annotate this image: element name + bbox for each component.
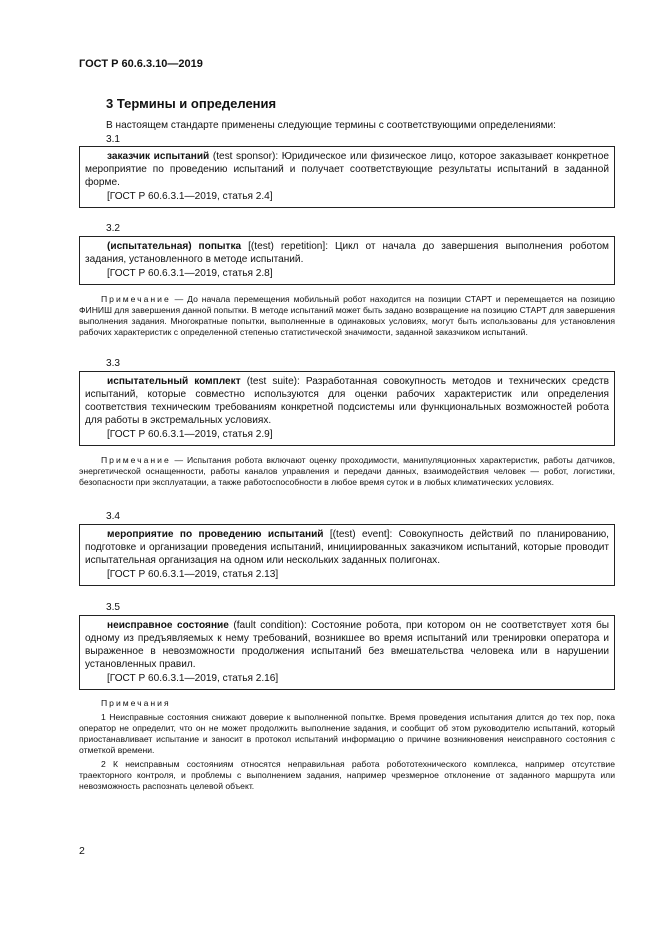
definition-text: (test sponsor): Юридическое или физическое лицо, которое заказывает конкретное мероприятие по проведению испытаний и получает соответствующие результаты испытаний в заданной форме. — [85, 151, 609, 188]
term-name: неисправное состояние — [107, 620, 229, 631]
intro-text: В настоящем стандарте применены следующие термины с соответствующими определениями: — [106, 120, 556, 131]
term-name: заказчик испытаний — [107, 151, 210, 162]
term-name: испытательный комплект — [107, 376, 241, 387]
definition-text: [(test) event]: Совокупность действий по планированию, подготовке и организации проведения испытаний, инициированных заказчиком испытаний, которые проводит испытательная организация на одном или нескольких заданных полигонах. — [85, 529, 609, 566]
term-box — [79, 615, 615, 690]
term-definition — [85, 150, 609, 189]
term-number: 3.5 — [106, 602, 121, 613]
term-number: 3.1 — [106, 134, 121, 145]
note-text: — До начала перемещения мобильный робот находится на позиции СТАРТ и перемещается на позицию ФИНИШ для завершения данной попытки. В методе испытаний может быть задано возвращение на позицию СТАРТ для завершения выполнения задания. Многократные попытки, выполненные в одинаковых условиях, могут быть использованы для установления рабочих характеристик с определенной степенью статистической значимости, заданной заказчиком испытаний. — [79, 294, 615, 337]
term-box — [79, 524, 615, 586]
term-reference: [ГОСТ Р 60.6.3.1—2019, статья 2.16] — [107, 673, 279, 684]
term-name: (испытательная) попытка — [107, 241, 242, 252]
note-label: Примечание — [101, 294, 171, 304]
term-box — [79, 146, 615, 208]
term-box — [79, 371, 615, 446]
term-definition — [85, 528, 609, 567]
notes-label: Примечания — [101, 698, 171, 708]
section-title: 3 Термины и определения — [106, 96, 277, 111]
note-2 — [79, 455, 615, 488]
term-reference: [ГОСТ Р 60.6.3.1—2019, статья 2.13] — [107, 569, 279, 580]
term-number: 3.3 — [106, 358, 121, 369]
note-item: 1 Неисправные состояния снижают доверие к выполненной попытке. Время проведения испытания длится до тех пор, пока оператор не определит, что он не может продолжить выполнение задания, и сообщит об этом руководителю испытаний, который приостанавливает испытание и заносит в протокол испытаний информацию о причине возникновения неисправного состояния с отметкой времени. — [79, 712, 615, 755]
term-reference: [ГОСТ Р 60.6.3.1—2019, статья 2.9] — [107, 429, 273, 440]
definition-text: [(test) repetition]: Цикл от начала до завершения выполнения роботом задания, установленного в методе испытаний. — [85, 241, 609, 265]
note-item: 2 К неисправным состояниям относятся неправильная работа робототехнического комплекса, например отсутствие траекторного контроля, и проблемы с выполнением задания, например чрезмерное отклонение от заданного маршрута или невозможность распознать целевой объект. — [79, 759, 615, 791]
note-3 — [79, 698, 615, 792]
note-1 — [79, 294, 615, 338]
document-header: ГОСТ Р 60.6.3.10—2019 — [79, 58, 203, 70]
term-definition — [85, 375, 609, 427]
term-reference: [ГОСТ Р 60.6.3.1—2019, статья 2.8] — [107, 268, 273, 279]
term-definition — [85, 240, 609, 266]
note-label: Примечание — [101, 455, 171, 465]
definition-text: (test suite): Разработанная совокупность методов и технических средств испытаний, которые совместно используются для оценки рабочих характеристик или определения соответствия техническим требованиям конкретной подсистемы или функциональных возможностей робота для работы в экстремальных условиях. — [85, 376, 609, 426]
term-reference: [ГОСТ Р 60.6.3.1—2019, статья 2.4] — [107, 191, 273, 202]
page-number: 2 — [79, 845, 85, 857]
note-text: — Испытания робота включают оценку проходимости, манипуляционных характеристик, работы датчиков, энергетической оснащенности, работы каналов управления и передачи данных, взаимодействия человек — робот, логистики, безопасности при эксплуатации, а также работоспособности в любое время суток и в любых климатических условиях. — [79, 455, 615, 487]
term-number: 3.4 — [106, 511, 121, 522]
term-number: 3.2 — [106, 223, 121, 234]
term-box — [79, 236, 615, 285]
definition-text: (fault condition): Состояние робота, при котором он не соответствует хотя бы одному из предъявляемых к нему требований, возникшее во время испытаний или тренировки оператора и выраженное в невозможности продолжения испытаний без вмешательства человека или в нарушении установленных правил. — [85, 620, 609, 670]
term-name: мероприятие по проведению испытаний — [107, 529, 324, 540]
term-definition — [85, 619, 609, 671]
